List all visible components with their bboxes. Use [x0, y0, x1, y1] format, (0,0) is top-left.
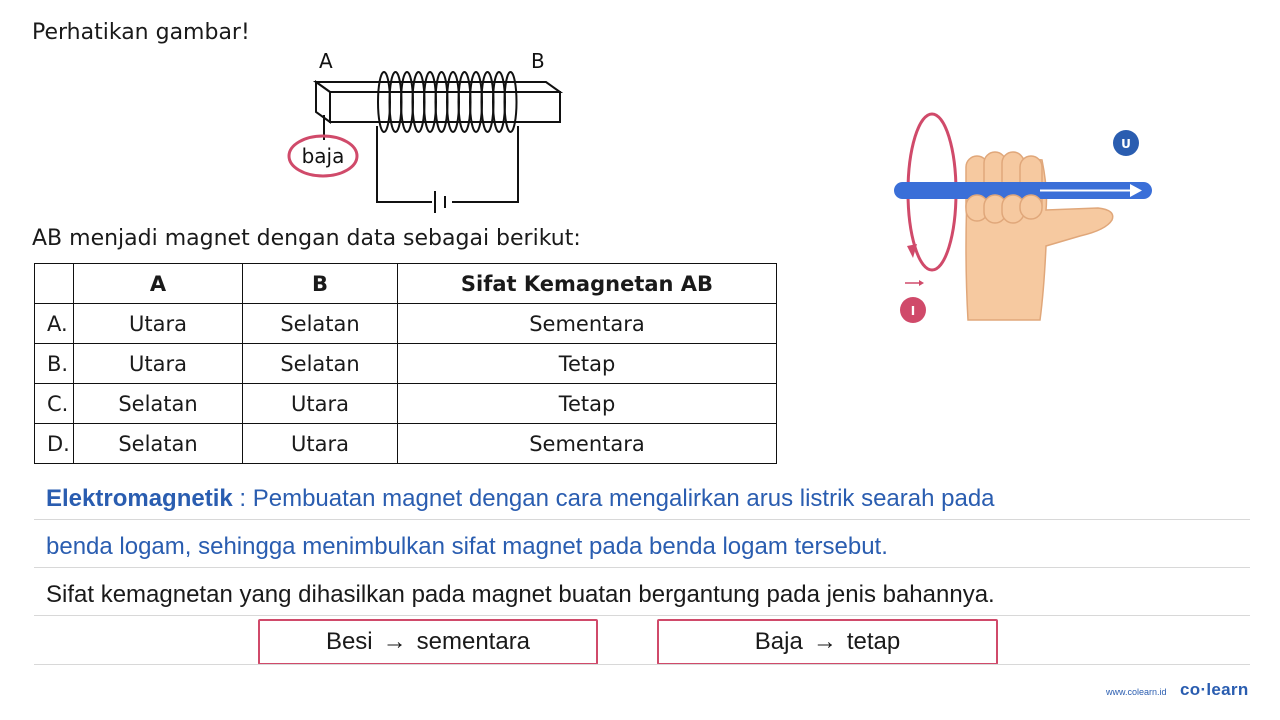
answer-table — [34, 263, 777, 464]
explanation-definition: : Pembuatan magnet dengan cara mengalirkan arus listrik searah pada — [232, 485, 995, 512]
baja-answer-box — [657, 619, 998, 665]
label-baja: baja — [301, 144, 345, 168]
table-cell: Utara — [74, 344, 243, 384]
table-header-row — [35, 264, 777, 304]
besi-value: sementara — [416, 628, 531, 655]
besi-answer-box — [258, 619, 598, 665]
table-cell: C. — [35, 384, 74, 424]
table-cell: Selatan — [74, 424, 243, 464]
u-label: U — [1121, 137, 1131, 151]
divider — [34, 567, 1250, 568]
arrow-icon: → — [382, 628, 407, 655]
table-cell: Utara — [74, 304, 243, 344]
question-title: Perhatikan gambar! — [32, 20, 250, 45]
table-cell: Tetap — [398, 384, 777, 424]
solenoid-figure — [280, 40, 580, 220]
label-b: B — [531, 49, 545, 73]
table-cell: Selatan — [243, 344, 398, 384]
question-statement: AB menjadi magnet dengan data sebagai berikut: — [32, 226, 581, 251]
table-cell: Utara — [243, 424, 398, 464]
divider — [34, 519, 1250, 520]
label-a: A — [319, 49, 333, 73]
table-cell: Sementara — [398, 424, 777, 464]
divider — [34, 615, 1250, 616]
table-row — [35, 304, 777, 344]
table-row — [35, 344, 777, 384]
table-row — [35, 384, 777, 424]
hand-icon — [966, 152, 1113, 320]
table-cell: Sementara — [398, 304, 777, 344]
finger-tips-icon — [966, 195, 1042, 223]
vector-arrowhead-icon — [919, 280, 924, 286]
baja-label: Baja — [754, 628, 803, 655]
battery-icon — [435, 191, 445, 213]
i-label: I — [910, 304, 916, 318]
table-cell: D. — [35, 424, 74, 464]
table-cell: A. — [35, 304, 74, 344]
table-cell: Selatan — [243, 304, 398, 344]
circuit-wire — [377, 126, 518, 202]
table-row — [35, 424, 777, 464]
brand-logo: co·learn — [1180, 680, 1249, 699]
explanation-term: Elektromagnetik — [46, 485, 233, 512]
steel-bar — [316, 82, 560, 122]
baja-value: tetap — [846, 628, 901, 655]
table-header: B — [243, 264, 398, 304]
table-cell: Tetap — [398, 344, 777, 384]
site-url: www.colearn.id — [1106, 687, 1167, 697]
explanation-line-1 — [46, 485, 995, 513]
table-header: A — [74, 264, 243, 304]
table-header — [35, 264, 74, 304]
right-hand-rule-figure — [880, 100, 1170, 330]
besi-label: Besi — [325, 628, 373, 655]
table-cell: Selatan — [74, 384, 243, 424]
arrow-icon: → — [812, 628, 837, 655]
table-cell: B. — [35, 344, 74, 384]
explanation-line-3: Sifat kemagnetan yang dihasilkan pada magnet buatan bergantung pada jenis bahannya. — [46, 581, 995, 608]
divider — [34, 664, 1250, 665]
table-cell: Utara — [243, 384, 398, 424]
table-header: Sifat Kemagnetan AB — [398, 264, 777, 304]
explanation-line-2: benda logam, sehingga menimbulkan sifat magnet pada benda logam tersebut. — [46, 533, 888, 560]
